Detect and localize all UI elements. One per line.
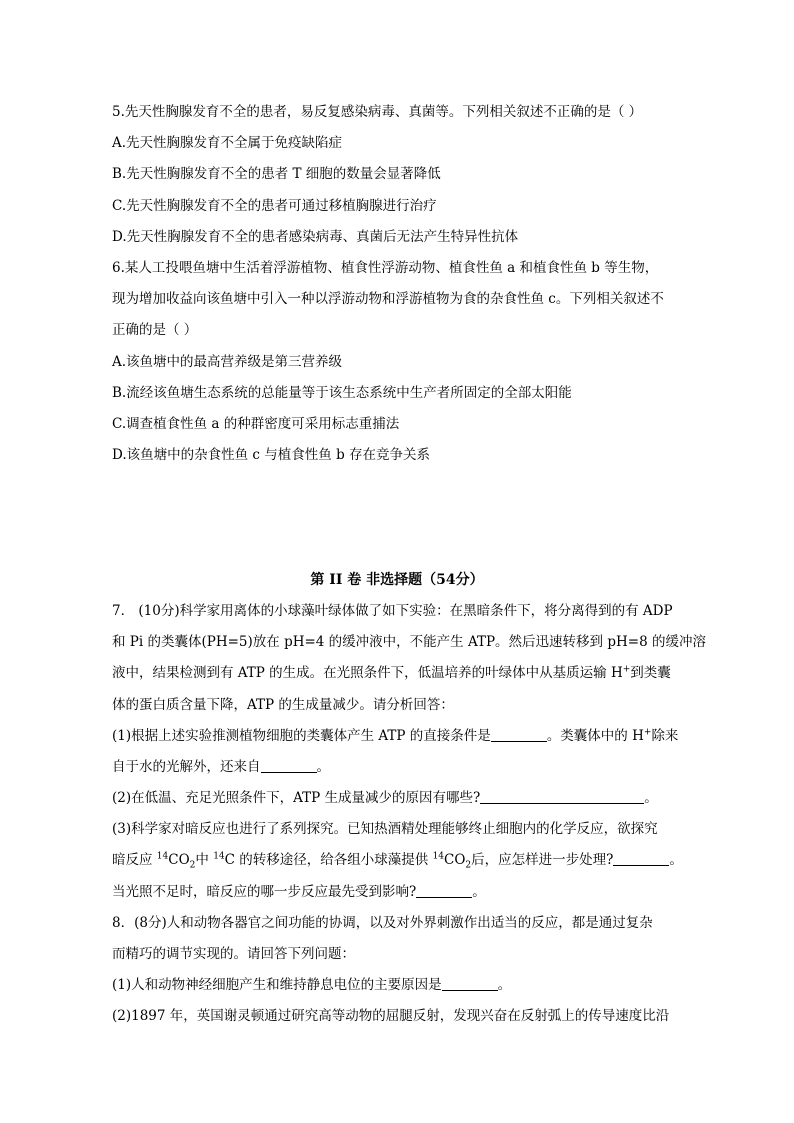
q7-line-3-text: 液中，结果检测到有 ATP 的生成。在光照条件下，低温培养的叶绿体中从基质运输 H (112, 665, 623, 681)
subscript: 2 (189, 860, 196, 871)
q7-part-2-end: 。 (644, 790, 658, 806)
text: 暗反应 (112, 852, 157, 868)
q7-line-2: 和 Pi 的类囊体(PH=5)放在 pH=4 的缓冲液中，不能产生 ATP。然后迅速转移到 pH=8 的缓冲溶 (112, 634, 706, 650)
q7-part-1-cont (112, 757, 330, 777)
q6-option-d: D.该鱼塘中的杂食性鱼 c 与植食性鱼 b 存在竞争关系 (112, 447, 431, 463)
q6-stem-line-3: 正确的是（ ） (112, 322, 198, 338)
text: CO (444, 852, 466, 868)
q7-part-1-text-b: 。类囊体中的 H (546, 728, 644, 744)
answer-blank[interactable] (613, 851, 669, 866)
q5-option-b: B.先天性胸腺发育不全的患者 T 细胞的数量会显著降低 (112, 166, 441, 182)
q8-part-1 (112, 975, 511, 995)
q6-option-c: C.调查植食性鱼 a 的种群密度可采用标志重捕法 (112, 416, 400, 432)
section-title: 第 II 卷 非选择题（54分） (310, 572, 484, 588)
answer-blank[interactable] (480, 789, 644, 804)
q7-part-2 (112, 788, 658, 808)
answer-blank[interactable] (491, 727, 547, 742)
text: C 的转移途径，给各组小球藻提供 (224, 852, 433, 868)
answer-blank[interactable] (261, 758, 317, 773)
superscript: 14 (432, 851, 445, 862)
subscript: 2 (465, 860, 472, 871)
q5-option-c: C.先天性胸腺发育不全的患者可通过移植胸腺进行治疗 (112, 198, 437, 214)
q7-line-1: 7． (10分)科学家用离体的小球藻叶绿体做了如下实验：在黑暗条件下，将分离得到的有 ADP (112, 603, 673, 619)
text: 后，应怎样进一步处理? (471, 852, 614, 868)
superscript: 14 (213, 851, 225, 862)
answer-blank[interactable] (416, 883, 472, 898)
q7-part-2-text: (2)在低温、充足光照条件下，ATP 生成量减少的原因有哪些? (112, 790, 481, 806)
q7-line-3 (112, 663, 671, 683)
q8-line-1: 8．(8分)人和动物各器官之间功能的协调，以及对外界刺激作出适当的反应，都是通过复杂 (112, 915, 653, 931)
text: 。 (497, 977, 512, 993)
q8-part-2: (2)1897 年，英国谢灵顿通过研究高等动物的屈腿反射，发现兴奋在反射弧上的传导速度比沿 (112, 1008, 670, 1024)
q6-option-b: B.流经该鱼塘生态系统的总能量等于该生态系统中生产者所固定的全部太阳能 (112, 385, 572, 401)
superscript: + (622, 664, 631, 675)
text: 当光照不足时，暗反应的哪一步反应最先受到影响? (112, 884, 417, 900)
q7-part-1 (112, 726, 678, 746)
text: CO (168, 852, 190, 868)
q5-stem: 5.先天性胸腺发育不全的患者，易反复感染病毒、真菌等。下列相关叙述不正确的是（ ） (112, 104, 643, 120)
q7-part-1-text: (1)根据上述实验推测植物细胞的类囊体产生 ATP 的直接条件是 (112, 728, 491, 744)
answer-blank[interactable] (442, 976, 498, 991)
q5-option-a: A.先天性胸腺发育不全属于免疫缺陷症 (112, 135, 343, 151)
text: 。 (669, 852, 683, 868)
q7-part-1-text-c: 除来 (651, 728, 679, 744)
q6-stem-line-1: 6.某人工投喂鱼塘中生活着浮游植物、植食性浮游动物、植食性鱼 a 和植食性鱼 b 等生物， (112, 260, 659, 276)
q7-line-4: 体的蛋白质含量下降，ATP 的生成量减少。请分析回答： (112, 697, 454, 713)
superscript: 14 (156, 851, 169, 862)
q6-option-a: A.该鱼塘中的最高营养级是第三营养级 (112, 354, 343, 370)
q7-part-1-text-e: 。 (316, 759, 330, 775)
q7-part-1-text-d: 自于水的光解外，还来自 (112, 759, 261, 775)
q7-part-3-cont (112, 850, 683, 870)
q7-part-3-cont-2 (112, 882, 486, 902)
q8-line-2: 而精巧的调节实现的。请回答下列问题： (112, 946, 355, 962)
text: (1)人和动物神经细胞产生和维持静息电位的主要原因是 (112, 977, 442, 993)
text: 。 (472, 884, 486, 900)
q7-part-3: (3)科学家对暗反应也进行了系列探究。已知热酒精处理能够终止细胞内的化学反应，欲探究 (112, 821, 658, 837)
q6-stem-line-2: 现为增加收益向该鱼塘中引入一种以浮游动物和浮游植物为食的杂食性鱼 c。下列相关叙述不 (112, 291, 664, 307)
text: 中 (195, 852, 214, 868)
superscript: + (643, 727, 652, 738)
q7-line-3-end: 到类囊 (630, 665, 671, 681)
q5-option-d: D.先天性胸腺发育不全的患者感染病毒、真菌后无法产生特异性抗体 (112, 229, 519, 245)
